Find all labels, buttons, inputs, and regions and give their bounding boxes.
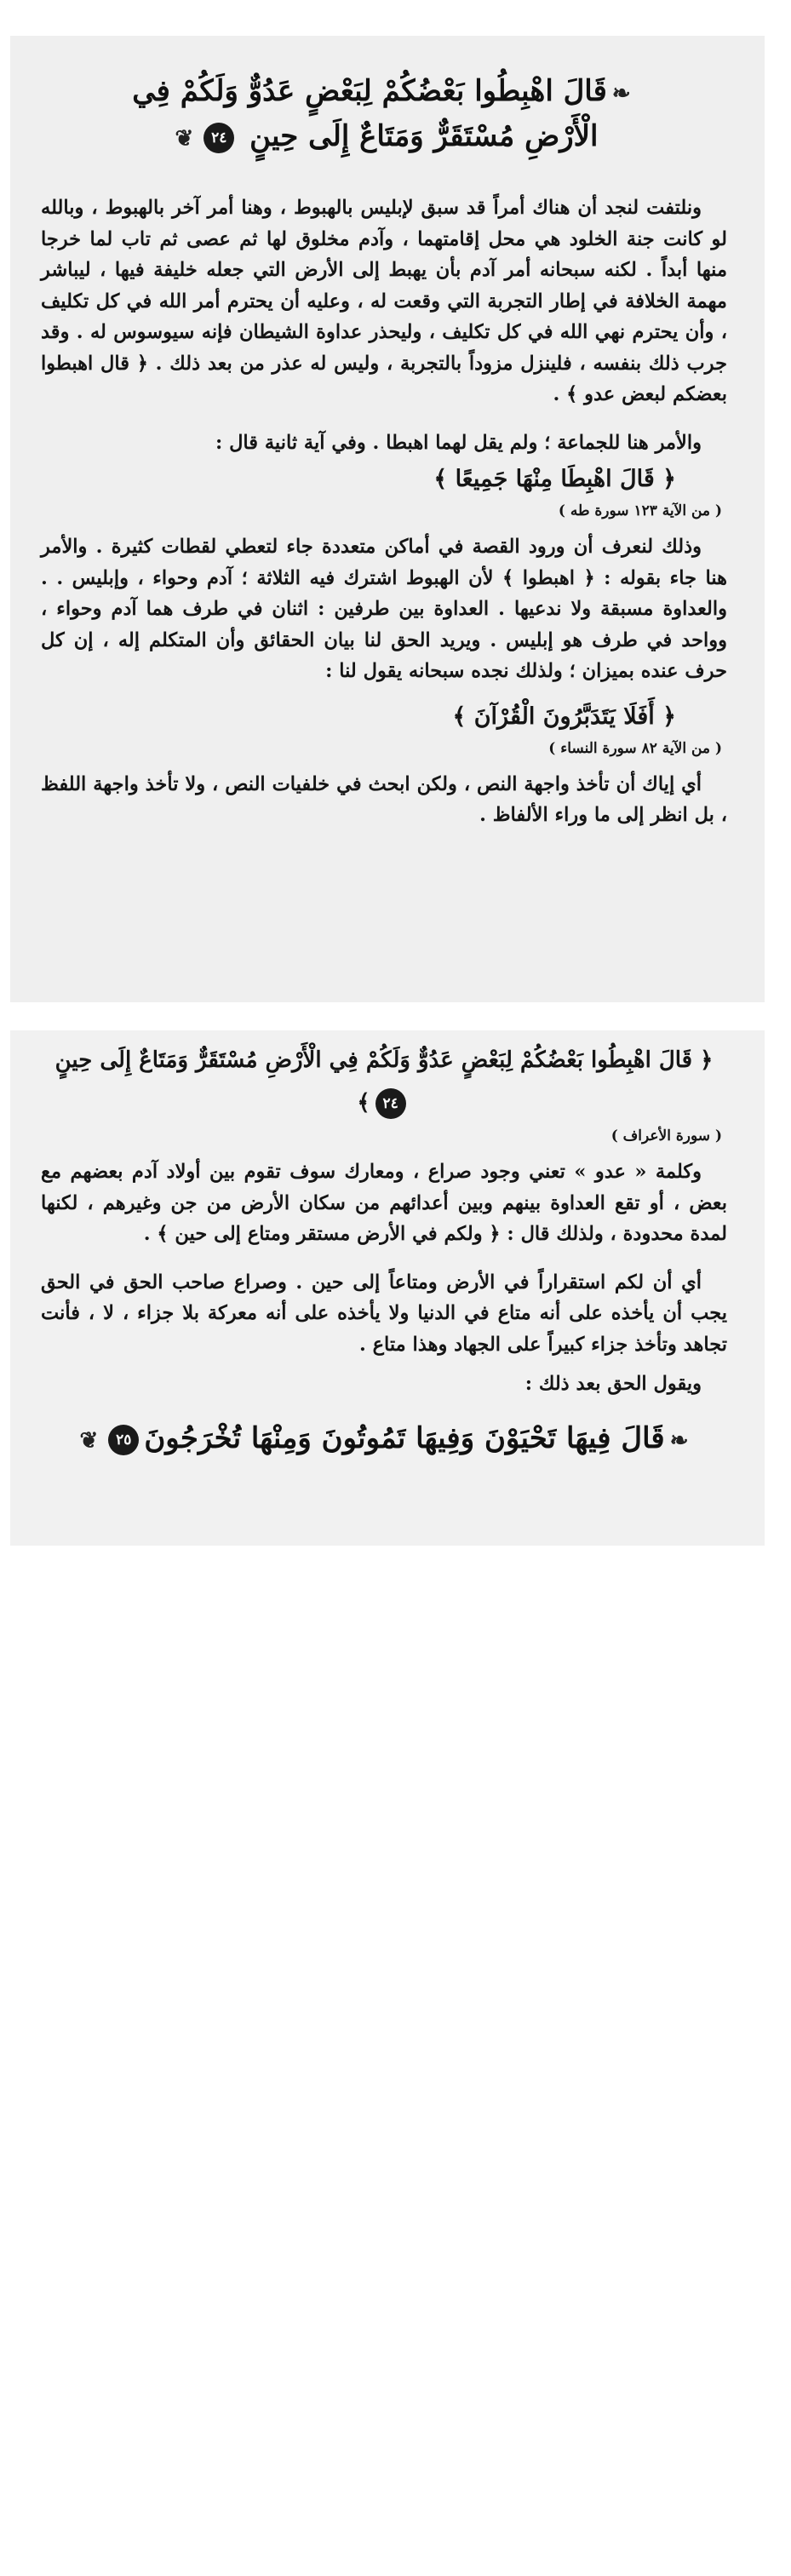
verse-heading-24 (41, 70, 727, 160)
verse-line-2: الْأَرْضِ مُسْتَقَرٌّ وَمَتَاعٌ إِلَى حِينٍ (249, 119, 599, 153)
verse-taha: ﴿ قَالَ اهْبِطَا مِنْهَا جَمِيعًا ﴾ (433, 466, 676, 492)
ornament-icon: ❧ (669, 1427, 689, 1454)
scan-page-bottom (10, 1030, 765, 1546)
paragraph-6: أي أن لكم استقراراً في الأرض ومتاعاً إلى حين . وصراع صاحب الحق في الحق يجب أن يأخذه على أنه متاع في الدنيا ولا يأخذه على أنه معركة بلا جزاء ، لا ، فأنت تجاهد وتأخذ جزاء كبيراً على الجهاد وهذا متاع . (41, 1271, 727, 1356)
reference-nisa: ( من الآية ٨٢ سورة النساء ) (548, 739, 722, 757)
ornament-icon: ❧ (611, 81, 631, 106)
verse-number-badge: ٢٤ (203, 123, 234, 153)
verse-number-badge: ٢٤ (375, 1088, 406, 1119)
verse-nisa: ﴿ أَفَلَا يَتَدَبَّرُونَ الْقُرْآنَ ﴾ (452, 703, 676, 730)
verse-line-1: قَالَ اهْبِطُوا بَعْضُكُمْ لِبَعْضٍ عَدُوٌّ وَلَكُمْ فِي (132, 74, 607, 108)
verse-text: ﴿ قَالَ اهْبِطُوا بَعْضُكُمْ لِبَعْضٍ عَدُوٌّ وَلَكُمْ فِي الْأَرْضِ مُسْتَقَرٌّ وَمَتَاعٌ إِلَى حِينٍ (54, 1047, 714, 1073)
verse-number-badge: ٢٥ (108, 1425, 139, 1455)
verse-full-24: ﴿ قَالَ اهْبِطُوا بَعْضُكُمْ لِبَعْضٍ عَدُوٌّ وَلَكُمْ فِي الْأَرْضِ مُسْتَقَرٌّ وَمَتَاعٌ إِلَى حِينٍ ٢٤﴾ (41, 1039, 727, 1124)
reference-araf: ( سورة الأعراف ) (610, 1127, 722, 1145)
paragraph-3: وذلك لنعرف أن ورود القصة في أماكن متعددة جاء لتعطي لقطات كثيرة . والأمر هنا جاء بقوله : ﴿ اهبطوا ﴾ لأن الهبوط اشترك فيه الثلاثة ؛ آدم وحواء ، وإبليس . . والعداوة مسبقة ولا ندعيها . العداوة بين طرفين : اثنان في طرف هما آدم وحواء ، وواحد في طرف هو إبليس . ويريد الحق لنا بيان الحقائق وأن المتكلم إله ، إن كل حرف عنده بميزان ؛ ولذلك نجده سبحانه يقول لنا : (41, 536, 727, 682)
verse-final-text: قَالَ فِيهَا تَحْيَوْنَ وَفِيهَا تَمُوتُونَ وَمِنْهَا تُخْرَجُونَ (144, 1420, 665, 1455)
reference-taha: ( من الآية ١٢٣ سورة طه ) (558, 502, 722, 519)
paragraph-1: ونلتفت لنجد أن هناك أمراً قد سبق لإبليس بالهبوط ، وهنا أمر آخر بالهبوط ، وبالله لو كانت جنة الخلود هي محل إقامتهما ، وآدم مخلوق لها ثم عصى ثم تاب لما خرجا منها أبداً . لكنه سبحانه أمر آدم بأن يهبط إلى الأرض التي جعله خليفة فيها ، ليباشر مهمة الخلافة في إطار التجربة التي وقعت له ، وعليه أن يحترم أمر الله في كل تكليف ، وأن يحترم نهي الله في كل تكليف ، وليحذر عداوة الشيطان فإنه سيوسوس له . وقد جرب ذلك بنفسه ، فلينزل مزوداً بالتجربة ، وليس له عذر من بعد ذلك . ﴿ قال اهبطوا بعضكم لبعض عدو ﴾ . (41, 197, 727, 405)
paragraph-7: ويقول الحق بعد ذلك : (524, 1373, 702, 1395)
paragraph-2: والأمر هنا للجماعة ؛ ولم يقل لهما اهبطا . وفي آية ثانية قال : (215, 431, 702, 454)
scan-page-top (10, 36, 765, 1002)
ornament-icon: ❦ (175, 126, 194, 152)
paragraph-5: وكلمة « عدو » تعني وجود صراع ، ومعارك سوف تقوم بين أولاد آدم بعضهم مع بعض ، أو تقع العداوة بينهم وبين أعدائهم من سكان الأرض من جن وغيرهم ، لكنها لمدة محدودة ، ولذلك قال : ﴿ ولكم في الأرض مستقر ومتاع إلى حين ﴾ . (41, 1161, 727, 1245)
ornament-icon: ❦ (79, 1427, 99, 1454)
paragraph-4: أي إياك أن تأخذ واجهة النص ، ولكن ابحث في خلفيات النص ، ولا تأخذ واجهة اللفظ ، بل انظر إلى ما وراء الألفاظ . (41, 772, 727, 826)
verse-heading-25 (41, 1417, 727, 1462)
